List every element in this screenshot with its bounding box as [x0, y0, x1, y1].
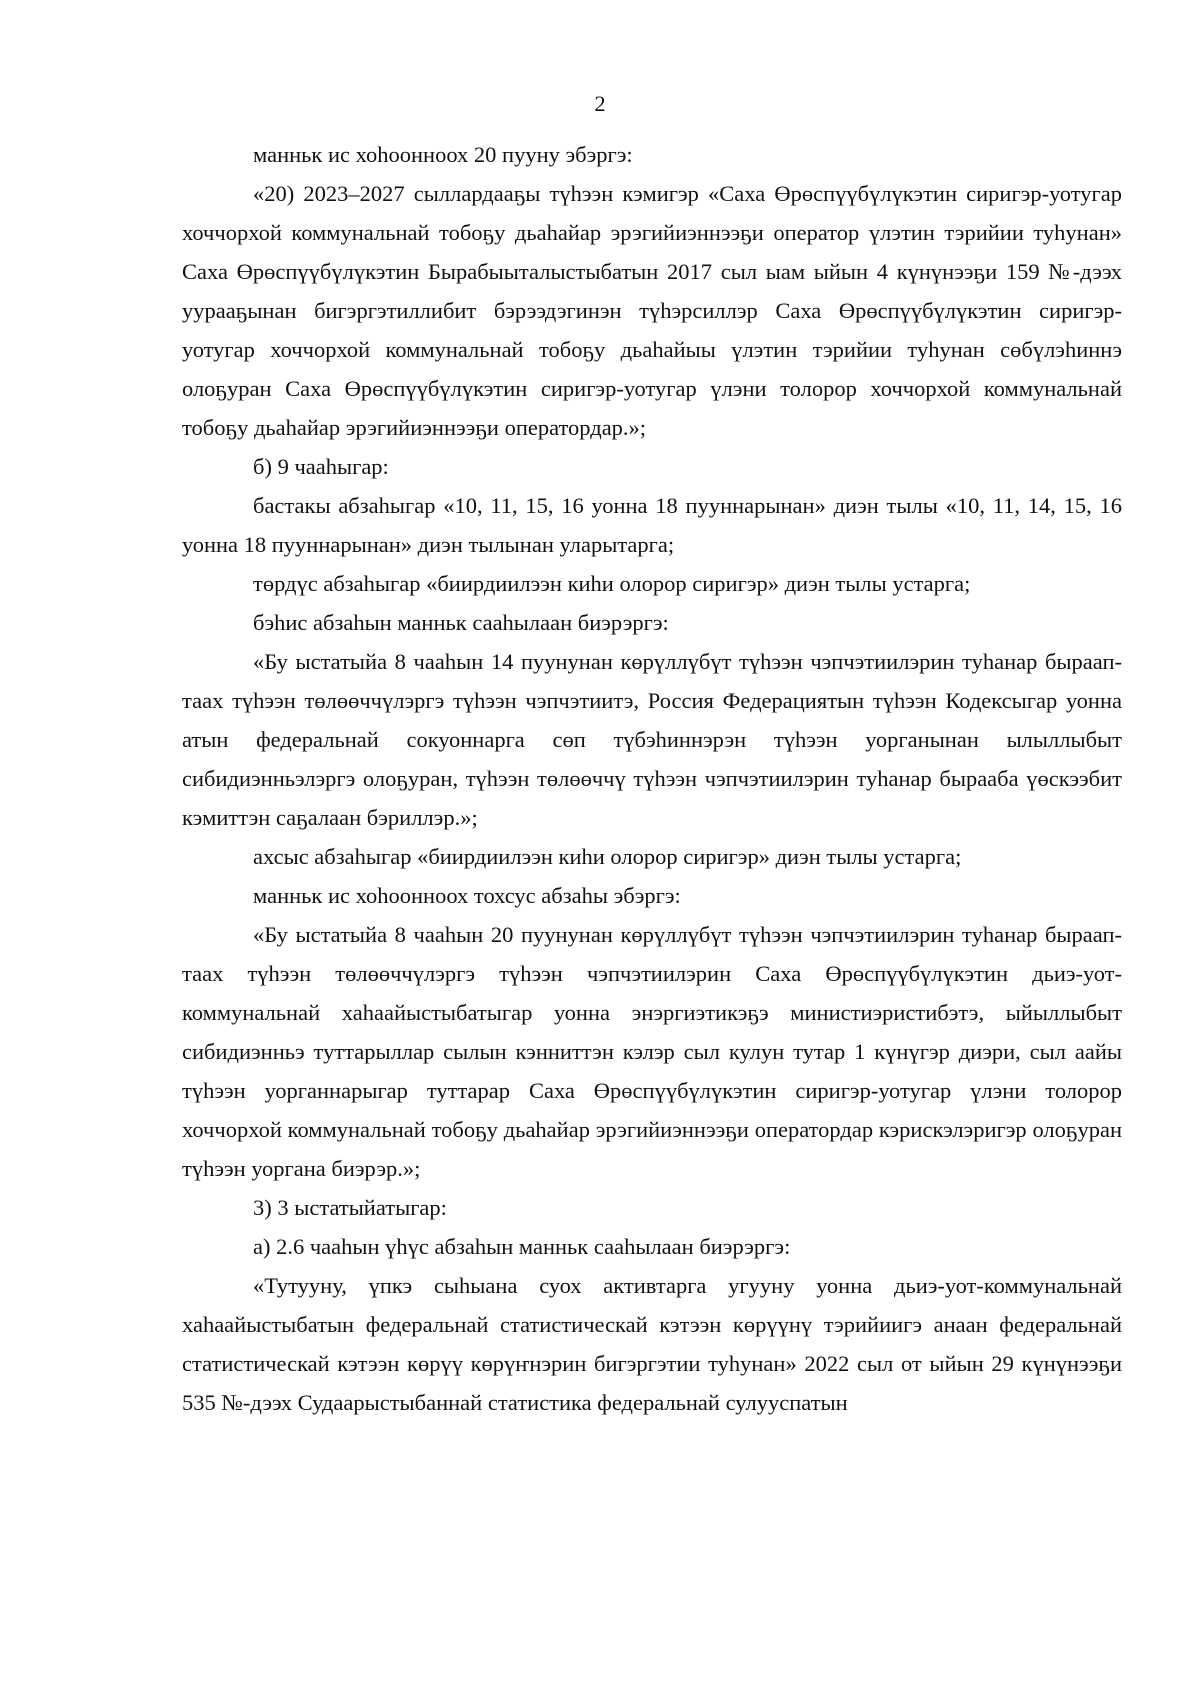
- paragraph-8: ахсыс абзаһыгар «биирдиилээн киһи олорор сиригэр» диэн тылы устарга;: [253, 844, 962, 869]
- paragraph-13: «Тутууну, үпкэ сыһыана суох активтарга угууну уонна дьиэ-уот-коммунальнай хаһаайыстыбатын федеральнай статистическай кэтээн көрүүнү тэрийиигэ анаан федеральнай статистическай кэтээн көрүү көрүҥнэрин бигэргэтии туһунан» 2022 сыл от ыйын 29 күнүнээҕи 535 №-дээх Судаарыстыбаннай статистика федеральнай сулууспатын: [182, 1273, 1122, 1415]
- paragraph-4: бастакы абзаһыгар «10, 11, 15, 16 уонна 18 пууннарынан» диэн тылы «10, 11, 14, 15, 16 уонна 18 пууннарынан» диэн тылынан уларытарга;: [182, 493, 1122, 557]
- paragraph-3: б) 9 чааһыгар:: [253, 454, 389, 479]
- page-number: 2: [594, 91, 606, 116]
- paragraph-5: төрдүс абзаһыгар «биирдиилээн киһи олорор сиригэр» диэн тылы устарга;: [253, 571, 971, 596]
- paragraph-7: «Бу ыстатыйа 8 чааһын 14 пуунунан көрүллүбүт түһээн чэпчэтиилэрин туһанар бырааптаах түһээн төлөөччүлэргэ түһээн чэпчэтиитэ, Россия Федерациятын түһээн Кодексыгар уонна атын федеральнай сокуоннарга сөп түбэһиннэрэн түһээн уорганынан ылыллыбыт сибидиэнньэлэргэ олоҕуран, түһээн төлөөччү түһээн чэпчэтиилэрин туһанар бырааба үөскээбит кэмиттэн саҕалаан бэриллэр.»;: [182, 649, 1122, 830]
- paragraph-12: а) 2.6 чааһын үһүс абзаһын манньк сааһылаан биэрэргэ:: [253, 1234, 791, 1259]
- paragraph-10: «Бу ыстатыйа 8 чааһын 20 пуунунан көрүллүбүт түһээн чэпчэтиилэрин туһанар бырааптаах түһээн төлөөччүлэргэ түһээн чэпчэтиилэрин Саха Өрөспүүбүлүкэтин дьиэ-уот-коммунальнай хаһаайыстыбатыгар уонна энэргиэтикэҕэ министиэристибэтэ, ыйыллыбыт сибидиэнньэ туттарыллар сылын кэнниттэн кэлэр сыл кулун тутар 1 күнүгэр диэри, сыл аайы түһээн уорганнарыгар туттарар Саха Өрөспүүбүлүкэтин сиригэр-уотугар үлэни толорор хоччорхой коммунальнай тобоҕу дьаһайар эрэгийиэннээҕи оператордар кэрискэлэригэр олоҕуран түһээн уоргана биэрэр.»;: [182, 922, 1122, 1181]
- document-body: [182, 135, 1122, 1422]
- paragraph-1: манньк ис хоһоонноох 20 пууну эбэргэ:: [253, 142, 633, 167]
- paragraph-9: манньк ис хоһоонноох тохсус абзаһы эбэргэ:: [253, 883, 681, 908]
- paragraph-11: 3) 3 ыстатыйатыгар:: [253, 1195, 447, 1220]
- paragraph-6: бэһис абзаһын манньк сааһылаан биэрэргэ:: [253, 610, 669, 635]
- paragraph-2: «20) 2023–2027 сыллардааҕы түһээн кэмигэр «Саха Өрөспүүбүлүкэтин сиригэр-уотугар хоччорхой коммунальнай тобоҕу дьаһайар эрэгийиэннээҕи оператор үлэтин тэрийии туһунан» Саха Өрөспүүбүлүкэтин Бырабыыталыстыбатын 2017 сыл ыам ыйын 4 күнүнээҕи 159 №-дээх уурааҕынан бигэргэтиллибит бэрээдэгинэн түһэрсиллэр Саха Өрөспүүбүлүкэтин сиригэр-уотугар хоччорхой коммунальнай тобоҕу дьаһайыы үлэтин тэрийии туһунан сөбүлэһиннэ олоҕуран Саха Өрөспүүбүлүкэтин сиригэр-уотугар үлэни толорор хоччорхой коммунальнай тобоҕу дьаһайар эрэгийиэннээҕи оператордар.»;: [182, 181, 1122, 440]
